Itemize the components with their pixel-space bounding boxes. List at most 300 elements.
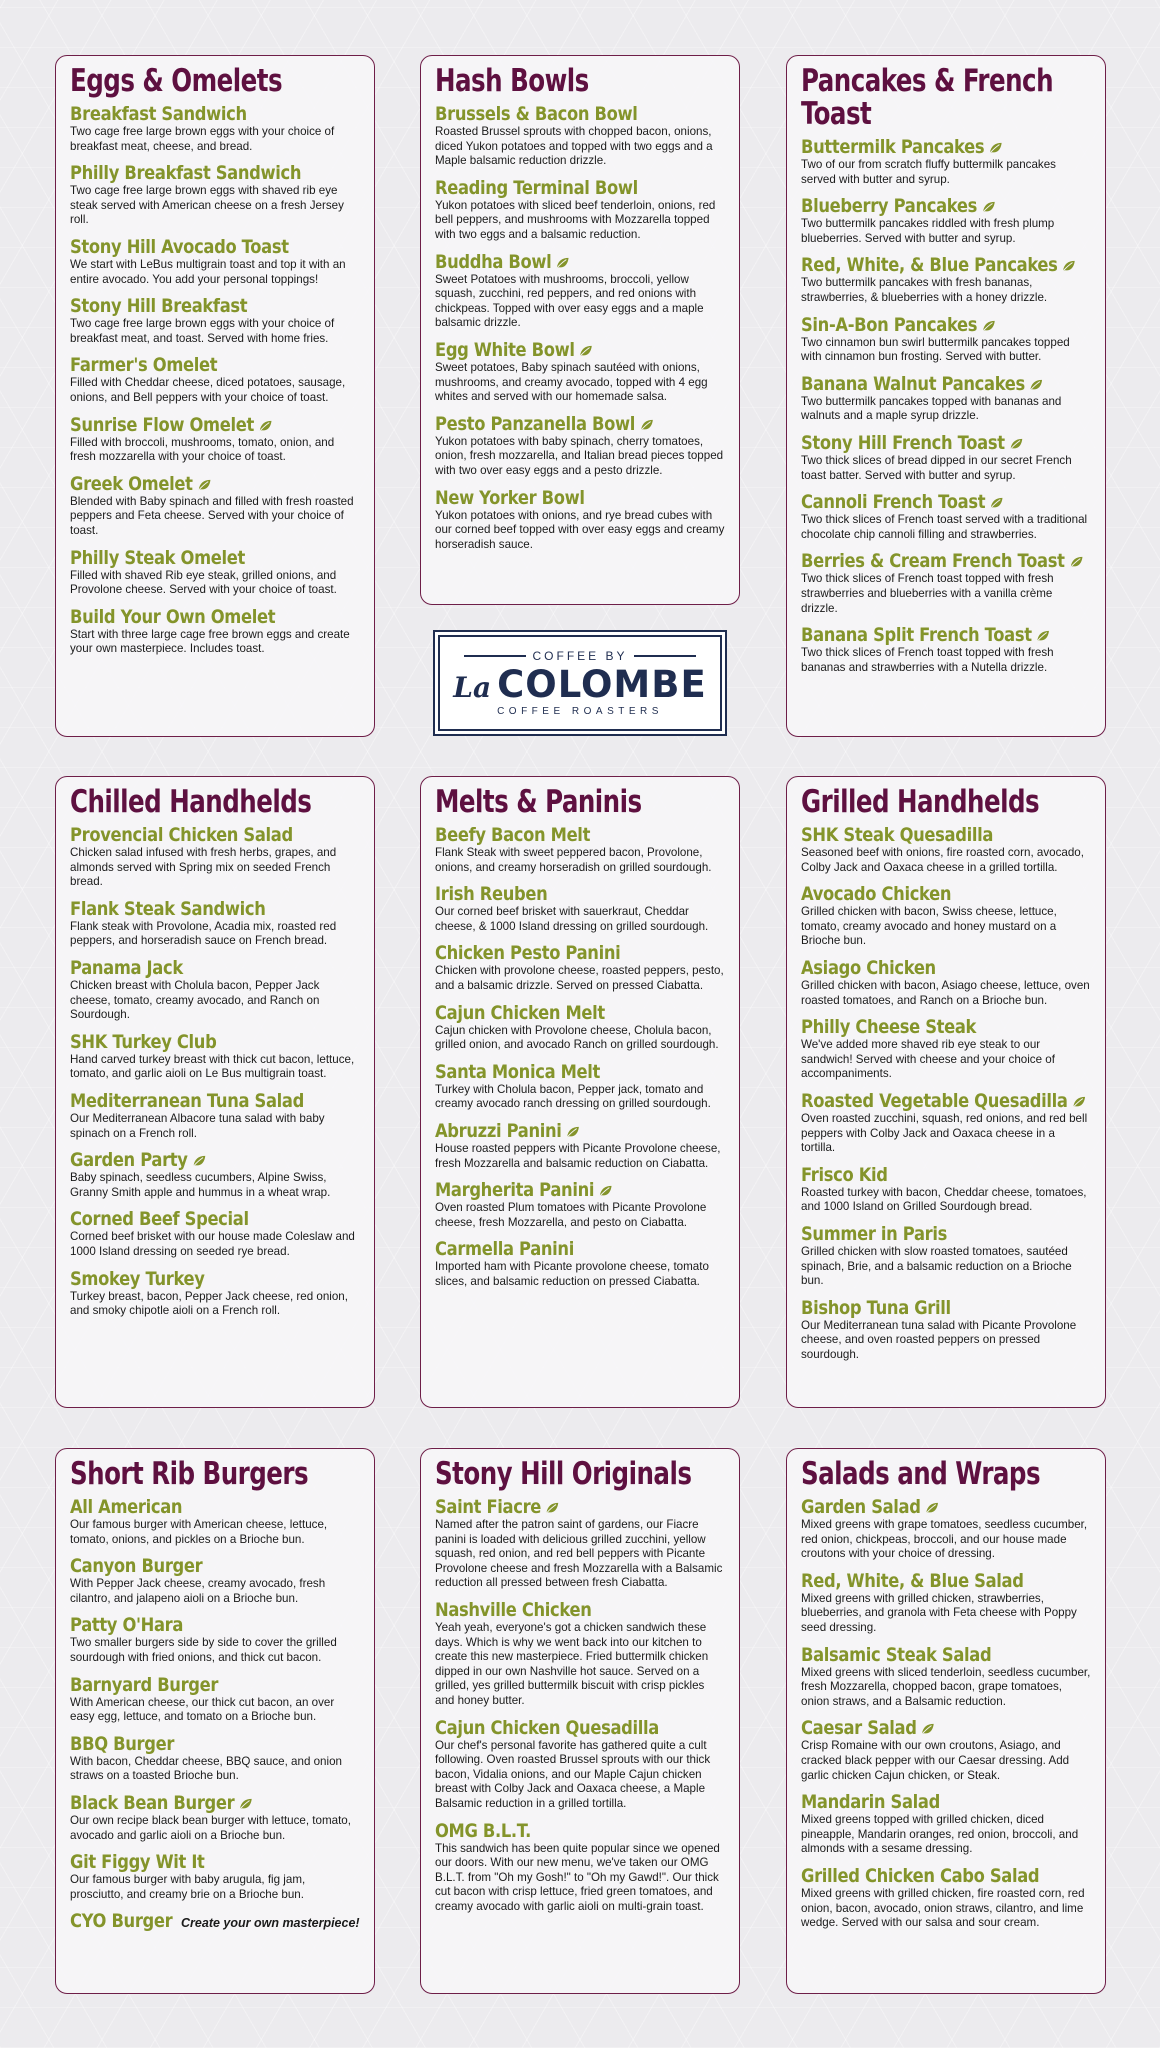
menu-item-provencial-chicken-salad bbox=[70, 825, 360, 890]
item-name-row bbox=[801, 550, 1065, 573]
vegetarian-leaf-icon bbox=[1072, 1093, 1087, 1107]
item-name: Carmella Panini bbox=[435, 1238, 574, 1261]
item-name-row bbox=[801, 1017, 1050, 1038]
item-name-row bbox=[435, 414, 684, 435]
menu-item-black-bean-burger bbox=[70, 1793, 360, 1843]
item-name-row bbox=[801, 958, 1050, 979]
item-description: Yukon potatoes with sliced beef tenderloin, onions, red bell peppers, and mushrooms with Mozzarella topped with two eggs and a balsamic reduction. bbox=[435, 198, 716, 241]
section-melts-paninis bbox=[420, 776, 740, 1408]
item-name: Garden Salad bbox=[801, 1496, 921, 1518]
item-name: SHK Steak Quesadilla bbox=[801, 824, 994, 846]
vegetarian-leaf-icon bbox=[925, 1499, 940, 1513]
item-name: Avocado Chicken bbox=[801, 883, 952, 906]
item-name: Frisco Kid bbox=[801, 1163, 888, 1186]
item-name: Banana Walnut Pancakes bbox=[801, 372, 1025, 395]
menu-item-asiago-chicken bbox=[801, 958, 1091, 1008]
item-description: Baby spinach, seedless cucumbers, Alpine Swiss, Granny Smith apple and hummus in a wheat wrap. bbox=[70, 1171, 331, 1199]
item-description: Grilled chicken with bacon, Swiss cheese, lettuce, tomato, creamy avocado and honey mustard on a Brioche bun. bbox=[801, 905, 1057, 948]
menu-item-sunrise-flow-omelet bbox=[70, 415, 360, 465]
item-description: Start with three large cage free brown eggs and create your own masterpiece. Includes toast. bbox=[70, 627, 350, 656]
vegetarian-leaf-icon bbox=[1009, 435, 1024, 449]
section-short-rib-burgers bbox=[55, 1448, 375, 1994]
item-name-row bbox=[70, 1793, 319, 1814]
item-description: Turkey breast, bacon, Pepper Jack cheese, red onion, and smoky chipotle aioli on a French roll. bbox=[70, 1289, 348, 1318]
item-name-row bbox=[435, 1239, 684, 1260]
section-grilled-handhelds bbox=[786, 776, 1106, 1408]
section-title: Eggs & Omelets bbox=[70, 63, 283, 99]
item-name: OMG B.L.T. bbox=[435, 1819, 531, 1842]
item-name: Nashville Chicken bbox=[435, 1598, 592, 1621]
item-name: Cannoli French Toast bbox=[801, 491, 986, 514]
item-name: Black Bean Burger bbox=[70, 1791, 235, 1814]
item-name: Santa Monica Melt bbox=[435, 1060, 600, 1083]
vegetarian-leaf-icon bbox=[192, 1152, 207, 1166]
menu-item-shk-steak-quesadilla bbox=[801, 825, 1091, 875]
item-description: Two cinnamon bun swirl buttermilk pancakes topped with cinnamon bun frosting. Served with butter. bbox=[801, 335, 1070, 364]
item-description: Named after the patron saint of gardens, our Fiacre panini is loaded with delicious grilled zucchini, yellow squash, red onion, and red bell peppers with Picante Provolone cheese and fresh Mozzarella with a Balsamic reduction all pressed between fresh Ciabatta. bbox=[435, 1518, 723, 1590]
vegetarian-leaf-icon bbox=[566, 1123, 581, 1137]
item-name-row bbox=[70, 1615, 319, 1636]
section-salads-wraps bbox=[786, 1448, 1106, 1994]
item-description: Mixed greens with grilled chicken, fire roasted corn, red onion, bacon, avocado, onion straws, cilantro, and lime wedge. Served with our salsa and sour cream. bbox=[801, 1886, 1085, 1930]
menu-item-cajun-chicken-melt bbox=[435, 1003, 725, 1053]
item-name-row bbox=[801, 1645, 1050, 1666]
item-description: Crisp Romaine with our own croutons, Asiago, and cracked black pepper with our Caesar dressing. Add garlic chicken Cajun chicken, or Steak. bbox=[801, 1739, 1070, 1782]
item-description: Our famous burger with American cheese, lettuce, tomato, onions, and pickles on a Brioche bun. bbox=[70, 1518, 328, 1546]
item-description: Sweet potatoes, Baby spinach sautéed with onions, mushrooms, and creamy avocado, topped with 4 egg whites and served with our homemade salsa. bbox=[435, 360, 708, 404]
menu-item-banana-split-french-toast bbox=[801, 625, 1091, 675]
item-name-row bbox=[801, 315, 1050, 336]
item-name: All American bbox=[70, 1496, 183, 1518]
item-name: SHK Turkey Club bbox=[70, 1030, 217, 1053]
item-name: Bishop Tuna Grill bbox=[801, 1296, 951, 1319]
item-name-row bbox=[435, 1600, 684, 1621]
menu-item-git-figgy-wit-it bbox=[70, 1852, 360, 1902]
item-name: Provencial Chicken Salad bbox=[70, 824, 293, 846]
item-description: Chicken breast with Cholula bacon, Pepper Jack cheese, tomato, creamy avocado, and Ranch on Sourdough. bbox=[70, 978, 320, 1022]
item-name-row bbox=[70, 1556, 319, 1577]
item-name: Cajun Chicken Melt bbox=[435, 1001, 605, 1024]
menu-item-banana-walnut-pancakes bbox=[801, 374, 1091, 424]
item-description: Hand carved turkey breast with thick cut bacon, lettuce, tomato, and garlic aioli on Le Bus multigrain toast. bbox=[70, 1052, 355, 1081]
vegetarian-leaf-icon bbox=[639, 416, 654, 430]
item-name: Saint Fiacre bbox=[435, 1496, 542, 1518]
item-description: Filled with shaved Rib eye steak, grilled onions, and Provolone cheese. Served with your choice of toast. bbox=[70, 568, 337, 597]
item-description: Imported ham with Picante provolone cheese, tomato slices, and balsamic reduction on pressed Ciabatta. bbox=[435, 1260, 709, 1288]
item-description: Mixed greens with sliced tenderloin, seedless cucumber, fresh Mozzarella, chopped bacon, grape tomatoes, onion straws, and a Balsamic reduction. bbox=[801, 1665, 1091, 1708]
item-name: Reading Terminal Bowl bbox=[435, 176, 638, 199]
menu-item-berries-and-cream-french-toast bbox=[801, 551, 1091, 616]
logo-name: COLOMBE bbox=[497, 663, 707, 706]
item-description: With Pepper Jack cheese, creamy avocado, fresh cilantro, and jalapeno aioli on a Brioche bun. bbox=[70, 1577, 326, 1605]
item-name-row bbox=[70, 415, 319, 436]
item-description: Grilled chicken with bacon, Asiago cheese, lettuce, oven roasted tomatoes, and Ranch on a Brioche bun. bbox=[801, 978, 1090, 1007]
item-description: Two thick slices of French toast served with a traditional chocolate chip cannoli filling and strawberries. bbox=[801, 513, 1088, 541]
item-name-row bbox=[801, 374, 1050, 395]
logo-main bbox=[453, 663, 706, 706]
item-name: Patty O'Hara bbox=[70, 1614, 184, 1637]
item-name-row bbox=[435, 1718, 684, 1739]
item-name-row bbox=[801, 884, 1050, 905]
item-name-row bbox=[435, 252, 684, 273]
item-name-row bbox=[801, 1497, 1050, 1518]
item-name-row bbox=[801, 254, 1058, 277]
item-name: CYO Burger bbox=[70, 1910, 173, 1933]
item-name-row bbox=[70, 1269, 319, 1290]
item-name-row bbox=[70, 958, 319, 979]
item-name: Philly Cheese Steak bbox=[801, 1016, 977, 1039]
item-name: Buttermilk Pancakes bbox=[801, 136, 985, 158]
item-name-row bbox=[801, 1792, 1050, 1813]
item-name: Panama Jack bbox=[70, 956, 183, 979]
item-name-row bbox=[435, 340, 684, 361]
item-description: Cajun chicken with Provolone cheese, Cholula bacon, grilled onion, and avocado Ranch on grilled sourdough. bbox=[435, 1023, 719, 1052]
item-name-row bbox=[70, 355, 319, 376]
item-description: Two cage free large brown eggs with your choice of breakfast meat, cheese, and bread. bbox=[70, 125, 335, 153]
item-name: Chicken Pesto Panini bbox=[435, 942, 621, 965]
vegetarian-leaf-icon bbox=[258, 417, 273, 431]
item-name-row bbox=[801, 433, 1050, 454]
menu-item-grilled-chicken-cabo-salad bbox=[801, 1866, 1091, 1931]
item-description: Our famous burger with baby arugula, fig jam, prosciutto, and creamy brie on a Brioche bun. bbox=[70, 1873, 306, 1901]
menu-item-nashville-chicken bbox=[435, 1600, 725, 1709]
menu-item-smokey-turkey bbox=[70, 1269, 360, 1319]
item-name-row bbox=[801, 1224, 1050, 1245]
item-name-row bbox=[435, 884, 684, 905]
item-name: Stony Hill Breakfast bbox=[70, 295, 248, 318]
section-eggs-omelets bbox=[55, 55, 375, 737]
item-name-row bbox=[801, 1718, 1050, 1739]
item-name: Cajun Chicken Quesadilla bbox=[435, 1716, 659, 1739]
vegetarian-leaf-icon bbox=[981, 198, 996, 212]
vegetarian-leaf-icon bbox=[1062, 257, 1077, 271]
item-description: With American cheese, our thick cut bacon, an over easy egg, lettuce, and tomato on a Brioche bun. bbox=[70, 1695, 335, 1724]
menu-item-summer-in-paris bbox=[801, 1224, 1091, 1289]
item-description: House roasted peppers with Picante Provolone cheese, fresh Mozzarella and balsamic reduction on Ciabatta. bbox=[435, 1141, 721, 1170]
item-name-row bbox=[801, 1866, 1050, 1887]
item-name-row bbox=[801, 137, 1050, 158]
item-name-row bbox=[801, 825, 1050, 846]
menu-item-chicken-pesto-panini bbox=[435, 943, 725, 993]
item-name-row bbox=[70, 548, 319, 569]
menu-item-red-white-and-blue-salad bbox=[801, 1571, 1091, 1636]
vegetarian-leaf-icon bbox=[989, 494, 1004, 508]
menu-item-new-yorker-bowl bbox=[435, 488, 725, 553]
item-description: Mixed greens with grilled chicken, strawberries, blueberries, and granola with Feta cheese with Poppy seed dressing. bbox=[801, 1591, 1077, 1634]
vegetarian-leaf-icon bbox=[1069, 553, 1084, 567]
item-name-row bbox=[70, 237, 319, 258]
section-stony-hill-originals bbox=[420, 1448, 740, 1994]
section-title: Melts & Paninis bbox=[435, 784, 642, 820]
item-name: Philly Steak Omelet bbox=[70, 546, 245, 569]
item-name: BBQ Burger bbox=[70, 1732, 175, 1755]
item-name: Philly Breakfast Sandwich bbox=[70, 162, 302, 185]
item-description: Two smaller burgers side by side to cover the grilled sourdough with fried onions, and thick cut bacon. bbox=[70, 1636, 337, 1664]
section-title: Grilled Handhelds bbox=[801, 784, 1040, 820]
item-description: Flank steak with Provolone, Acadia mix, roasted red peppers, and horseradish sauce on French bread. bbox=[70, 919, 337, 948]
section-title: Stony Hill Originals bbox=[435, 1456, 692, 1492]
menu-item-santa-monica-melt bbox=[435, 1062, 725, 1112]
item-description: Filled with Cheddar cheese, diced potatoes, sausage, onions, and Bell peppers with your choice of toast. bbox=[70, 376, 346, 404]
menu-item-farmer-s-omelet bbox=[70, 355, 360, 405]
logo-rule-left bbox=[464, 655, 526, 657]
menu-item-all-american bbox=[70, 1497, 360, 1547]
vegetarian-leaf-icon bbox=[579, 342, 594, 356]
item-description: Mixed greens topped with grilled chicken, diced pineapple, Mandarin oranges, red onion, broccoli, and almonds with a sesame dressing. bbox=[801, 1813, 1079, 1856]
menu-item-garden-salad bbox=[801, 1497, 1091, 1562]
logo-top-text: COFFEE BY bbox=[532, 649, 628, 663]
item-description: Oven roasted zucchini, squash, red onions, and red bell peppers with Colby Jack and Oaxaca cheese in a tortilla. bbox=[801, 1111, 1088, 1155]
menu-item-saint-fiacre bbox=[435, 1497, 725, 1591]
item-name-row bbox=[435, 178, 684, 199]
menu-item-mandarin-salad bbox=[801, 1792, 1091, 1857]
menu-item-egg-white-bowl bbox=[435, 340, 725, 405]
item-name: Pesto Panzanella Bowl bbox=[435, 412, 636, 435]
menu-item-cannoli-french-toast bbox=[801, 492, 1091, 542]
item-description: Yukon potatoes with onions, and rye bread cubes with our corned beef topped with over easy eggs and creamy horseradish sauce. bbox=[435, 508, 725, 551]
logo-subtitle: COFFEE ROASTERS bbox=[497, 706, 663, 717]
item-description: Two cage free large brown eggs with your choice of breakfast meat, and toast. Served with home fries. bbox=[70, 317, 335, 345]
item-note: Create your own masterpiece! bbox=[181, 1916, 360, 1931]
item-name-row bbox=[801, 196, 1050, 217]
menu-item-panama-jack bbox=[70, 958, 360, 1023]
menu-item-carmella-panini bbox=[435, 1239, 725, 1289]
item-description: Roasted Brussel sprouts with chopped bacon, onions, diced Yukon potatoes and topped with two eggs and a Maple balsamic reduction drizzle. bbox=[435, 125, 713, 168]
menu-item-balsamic-steak-salad bbox=[801, 1645, 1091, 1710]
item-description: Yukon potatoes with baby spinach, cherry tomatoes, onion, fresh mozzarella, and Italian bread pieces topped with two over easy eggs and a pesto drizzle. bbox=[435, 434, 724, 477]
item-description: Our corned beef brisket with sauerkraut, Cheddar cheese, & 1000 Island dressing on grilled sourdough. bbox=[435, 905, 709, 933]
item-name: Berries & Cream French Toast bbox=[801, 550, 1065, 573]
item-name-row bbox=[435, 1003, 684, 1024]
item-name-row bbox=[435, 825, 684, 846]
item-name-row bbox=[70, 607, 319, 628]
item-description: Corned beef brisket with our house made Coleslaw and 1000 Island dressing on seeded rye bread. bbox=[70, 1230, 355, 1258]
menu-item-avocado-chicken bbox=[801, 884, 1091, 949]
item-description: Two thick slices of bread dipped in our secret French toast batter. Served with butter and syrup. bbox=[801, 453, 1072, 482]
item-description: Filled with broccoli, mushrooms, tomato, onion, and fresh mozzarella with your choice of toast. bbox=[70, 435, 335, 464]
item-description: With bacon, Cheddar cheese, BBQ sauce, and onion straws on a toasted Brioche bun. bbox=[70, 1754, 342, 1783]
vegetarian-leaf-icon bbox=[1036, 627, 1051, 641]
item-name: Brussels & Bacon Bowl bbox=[435, 103, 638, 125]
menu-item-sin-a-bon-pancakes bbox=[801, 315, 1091, 365]
menu-item-blueberry-pancakes bbox=[801, 196, 1091, 246]
menu-item-pesto-panzanella-bowl bbox=[435, 414, 725, 479]
menu-item-garden-party bbox=[70, 1150, 360, 1200]
menu-item-margherita-panini bbox=[435, 1180, 725, 1230]
menu-item-philly-cheese-steak bbox=[801, 1017, 1091, 1082]
vegetarian-leaf-icon bbox=[197, 476, 212, 490]
item-name: Flank Steak Sandwich bbox=[70, 897, 266, 920]
item-name-row bbox=[70, 1497, 319, 1518]
item-name: Margherita Panini bbox=[435, 1179, 595, 1202]
item-name-row bbox=[801, 625, 1050, 646]
item-name-row bbox=[70, 1675, 319, 1696]
menu-item-bishop-tuna-grill bbox=[801, 1298, 1091, 1363]
item-name-row bbox=[801, 1571, 1050, 1592]
item-name: Git Figgy Wit It bbox=[70, 1851, 205, 1874]
item-name-row bbox=[435, 943, 684, 964]
menu-item-shk-turkey-club bbox=[70, 1032, 360, 1082]
item-name: Barnyard Burger bbox=[70, 1673, 219, 1696]
menu-item-barnyard-burger bbox=[70, 1675, 360, 1725]
item-description: Two buttermilk pancakes with fresh bananas, strawberries, & blueberries with a honey drizzle. bbox=[801, 276, 1048, 304]
item-name-row bbox=[435, 1121, 684, 1142]
item-name-row bbox=[435, 1180, 684, 1201]
vegetarian-leaf-icon bbox=[556, 254, 571, 268]
menu-item-beefy-bacon-melt bbox=[435, 825, 725, 875]
menu-item-mediterranean-tuna-salad bbox=[70, 1091, 360, 1141]
item-description: Our Mediterranean Albacore tuna salad with baby spinach on a French roll. bbox=[70, 1111, 325, 1140]
item-name: Mediterranean Tuna Salad bbox=[70, 1089, 304, 1112]
item-name-row bbox=[70, 104, 319, 125]
menu-item-corned-beef-special bbox=[70, 1209, 360, 1259]
menu-item-greek-omelet bbox=[70, 474, 360, 539]
item-name-row bbox=[435, 488, 684, 509]
menu-item-patty-o-hara bbox=[70, 1615, 360, 1665]
item-name-row bbox=[801, 492, 1050, 513]
item-name: Roasted Vegetable Quesadilla bbox=[801, 1089, 1068, 1112]
logo-rule-right bbox=[634, 655, 696, 657]
menu-item-stony-hill-breakfast bbox=[70, 296, 360, 346]
item-name: Breakfast Sandwich bbox=[70, 103, 247, 125]
menu-item-stony-hill-french-toast bbox=[801, 433, 1091, 483]
menu-item-build-your-own-omelet bbox=[70, 607, 360, 657]
item-name: Buddha Bowl bbox=[435, 250, 552, 273]
item-description: Turkey with Cholula bacon, Pepper jack, tomato and creamy avocado ranch dressing on grilled sourdough. bbox=[435, 1082, 711, 1111]
logo-top-line bbox=[464, 649, 695, 663]
item-name-row bbox=[70, 899, 319, 920]
menu-item-frisco-kid bbox=[801, 1165, 1091, 1215]
item-name: New Yorker Bowl bbox=[435, 486, 585, 509]
item-name: Summer in Paris bbox=[801, 1222, 947, 1245]
vegetarian-leaf-icon bbox=[981, 317, 996, 331]
menu-item-stony-hill-avocado-toast bbox=[70, 237, 360, 287]
item-name-row bbox=[70, 1091, 319, 1112]
item-name: Blueberry Pancakes bbox=[801, 195, 977, 218]
item-name: Canyon Burger bbox=[70, 1555, 203, 1578]
item-name: Balsamic Steak Salad bbox=[801, 1643, 992, 1666]
item-name: Sunrise Flow Omelet bbox=[70, 413, 254, 436]
vegetarian-leaf-icon bbox=[1029, 376, 1044, 390]
item-name-row bbox=[801, 1089, 1068, 1112]
item-name-row bbox=[801, 1165, 1050, 1186]
section-title: Short Rib Burgers bbox=[70, 1456, 309, 1492]
item-description: This sandwich has been quite popular since we opened our doors. With our new menu, we've taken our OMG B.L.T. from "Oh my Gosh!" to "Oh my Gawd!". Our thick cut bacon with crisp lettuce, fried green tomatoes, and creamy avocado with garlic aioli on multi-grain toast. bbox=[435, 1841, 720, 1913]
vegetarian-leaf-icon bbox=[239, 1795, 254, 1809]
item-name-row bbox=[70, 1734, 319, 1755]
menu-item-omg-b-l-t bbox=[435, 1821, 725, 1915]
item-name: Corned Beef Special bbox=[70, 1208, 249, 1231]
item-name-row bbox=[70, 1852, 319, 1873]
item-name-row bbox=[435, 1497, 684, 1518]
item-name: Red, White, & Blue Pancakes bbox=[801, 254, 1058, 277]
menu-item-philly-breakfast-sandwich bbox=[70, 163, 360, 228]
item-name-row bbox=[70, 825, 319, 846]
item-description: Our own recipe black bean burger with lettuce, tomato, avocado and garlic aioli on a Brioche bun. bbox=[70, 1813, 351, 1842]
item-name-row bbox=[801, 1298, 1050, 1319]
menu-item-canyon-burger bbox=[70, 1556, 360, 1606]
menu-item-buddha-bowl bbox=[435, 252, 725, 331]
item-description: Our chef's personal favorite has gathered quite a cult following. Oven roasted Brussel sprouts with our thick bacon, Vidalia onions, and our Maple Cajun chicken breast with Colby Jack and Oaxaca cheese, a Maple Balsamic reduction in a grilled tortilla. bbox=[435, 1738, 711, 1810]
item-name: Beefy Bacon Melt bbox=[435, 824, 591, 846]
item-description: Flank Steak with sweet peppered bacon, Provolone, onions, and creamy horseradish on grilled sourdough. bbox=[435, 846, 712, 874]
item-name: Red, White, & Blue Salad bbox=[801, 1569, 1024, 1592]
section-title: Hash Bowls bbox=[435, 63, 589, 99]
item-description: Yeah yeah, everyone's got a chicken sandwich these days. Which is why we went back into our kitchen to create this new masterpiece. Fried buttermilk chicken dipped in our own Nashville hot sauce. Served on a grilled, yes grilled buttermilk biscuit with crisp pickles and honey butter. bbox=[435, 1620, 709, 1707]
item-name-row bbox=[435, 1062, 684, 1083]
item-description: Chicken salad infused with fresh herbs, grapes, and almonds served with Spring mix on seeded French bread. bbox=[70, 846, 337, 889]
section-chilled-handhelds bbox=[55, 776, 375, 1408]
menu-item-red-white-and-blue-pancakes bbox=[801, 255, 1091, 305]
item-description: Two thick slices of French toast topped with fresh strawberries and blueberries with a vanilla crème drizzle. bbox=[801, 572, 1054, 615]
item-name-row bbox=[70, 1150, 319, 1171]
item-description: Two of our from scratch fluffy buttermilk pancakes served with butter and syrup. bbox=[801, 158, 1056, 186]
item-description: We start with LeBus multigrain toast and top it with an entire avocado. You add your personal toppings! bbox=[70, 257, 346, 286]
item-name: Stony Hill Avocado Toast bbox=[70, 235, 289, 258]
logo-la: La bbox=[453, 671, 492, 704]
item-description: Oven roasted Plum tomatoes with Picante Provolone cheese, fresh Mozzarella, and pesto on Ciabatta. bbox=[435, 1201, 707, 1229]
section-hash-bowls bbox=[420, 55, 740, 605]
item-description: Roasted turkey with bacon, Cheddar cheese, tomatoes, and 1000 Island on Grilled Sourdough bread. bbox=[801, 1185, 1087, 1214]
item-description: Two thick slices of French toast topped with fresh bananas and strawberries with a Nutella drizzle. bbox=[801, 646, 1054, 674]
section-title: Chilled Handhelds bbox=[70, 784, 312, 820]
menu-item-bbq-burger bbox=[70, 1734, 360, 1784]
item-name-row bbox=[70, 474, 319, 495]
item-name: Stony Hill French Toast bbox=[801, 431, 1005, 454]
section-title: Salads and Wraps bbox=[801, 1456, 1041, 1492]
item-name: Mandarin Salad bbox=[801, 1791, 940, 1814]
menu-item-buttermilk-pancakes bbox=[801, 137, 1091, 187]
item-name: Caesar Salad bbox=[801, 1717, 917, 1740]
item-name: Garden Party bbox=[70, 1149, 188, 1172]
vegetarian-leaf-icon bbox=[989, 139, 1004, 153]
item-description: Two cage free large brown eggs with shaved rib eye steak served with American cheese on a fresh Jersey roll. bbox=[70, 184, 344, 227]
item-name: Asiago Chicken bbox=[801, 956, 936, 979]
menu-item-reading-terminal-bowl bbox=[435, 178, 725, 243]
section-pancakes-french-toast bbox=[786, 55, 1106, 737]
item-name: Farmer's Omelet bbox=[70, 354, 218, 377]
la-colombe-logo bbox=[433, 630, 727, 736]
item-description: Sweet Potatoes with mushrooms, broccoli, yellow squash, zucchini, red peppers, and red onions with chickpeas. Topped with over easy eggs and a maple balsamic drizzle. bbox=[435, 272, 704, 330]
item-description: Blended with Baby spinach and filled with fresh roasted peppers and Feta cheese. Served with your choice of toast. bbox=[70, 494, 354, 537]
logo-frame bbox=[438, 635, 722, 731]
item-description: Mixed greens with grape tomatoes, seedless cucumber, red onion, chickpeas, broccoli, and our house made croutons with your choice of dressing. bbox=[801, 1518, 1088, 1561]
item-description: Seasoned beef with onions, fire roasted corn, avocado, Colby Jack and Oaxaca cheese in a grilled tortilla. bbox=[801, 846, 1084, 874]
item-name: Banana Split French Toast bbox=[801, 624, 1032, 647]
item-name: Abruzzi Panini bbox=[435, 1119, 562, 1142]
item-description: Grilled chicken with slow roasted tomatoes, sautéed spinach, Brie, and a balsamic reduction on a Brioche bun. bbox=[801, 1244, 1072, 1288]
item-name-row bbox=[435, 1821, 684, 1842]
menu-item-irish-reuben bbox=[435, 884, 725, 934]
menu-item-caesar-salad bbox=[801, 1718, 1091, 1783]
item-name: Grilled Chicken Cabo Salad bbox=[801, 1864, 1040, 1887]
item-name: Egg White Bowl bbox=[435, 338, 575, 361]
item-description: We've added more shaved rib eye steak to our sandwich! Served with cheese and your choice of accompaniments. bbox=[801, 1038, 1055, 1081]
item-name-row bbox=[70, 1209, 319, 1230]
item-description: Two buttermilk pancakes topped with bananas and walnuts and a maple syrup drizzle. bbox=[801, 394, 1062, 423]
menu-item-breakfast-sandwich bbox=[70, 104, 360, 154]
menu-item-philly-steak-omelet bbox=[70, 548, 360, 598]
item-name: Build Your Own Omelet bbox=[70, 605, 276, 628]
item-description: Chicken with provolone cheese, roasted peppers, pesto, and a balsamic drizzle. Served on pressed Ciabatta. bbox=[435, 964, 724, 992]
item-name-row bbox=[70, 1032, 319, 1053]
menu-item-roasted-vegetable-quesadilla bbox=[801, 1091, 1091, 1156]
item-name-row bbox=[70, 163, 319, 184]
item-name: Greek Omelet bbox=[70, 472, 193, 495]
item-name-row bbox=[435, 104, 684, 125]
item-name-row bbox=[70, 296, 319, 317]
menu-item-flank-steak-sandwich bbox=[70, 899, 360, 949]
